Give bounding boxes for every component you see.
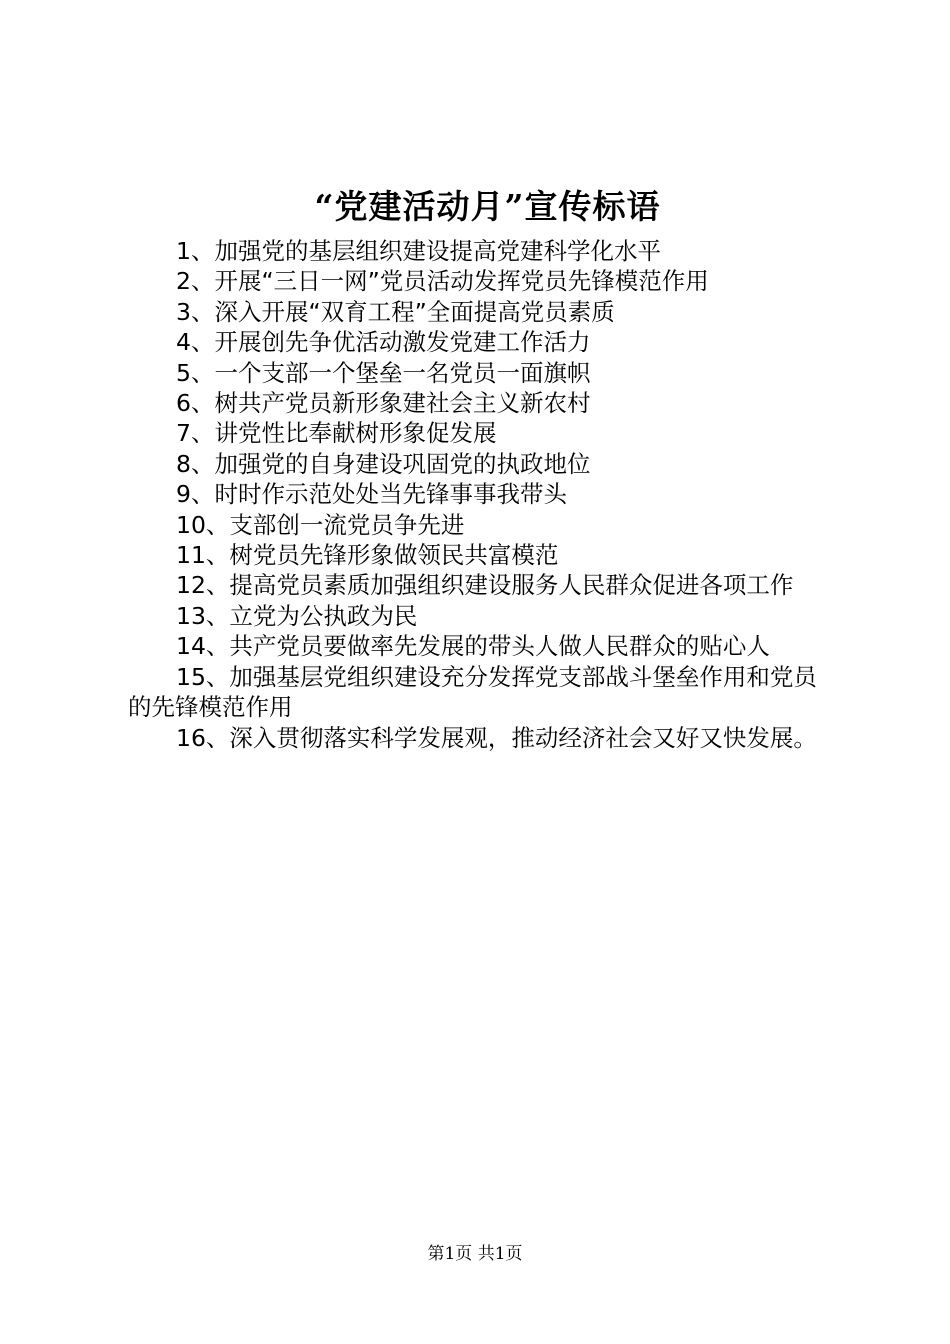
slogan-item-8: 8、加强党的自身建设巩固党的执政地位 (176, 449, 591, 478)
slogan-item-7: 7、讲党性比奉献树形象促发展 (176, 419, 497, 448)
slogan-item-3: 3、深入开展“双育工程”全面提高党员素质 (176, 297, 615, 326)
slogan-item-15: 15、加强基层党组织建设充分发挥党支部战斗堡垒作用和党员的先锋模范作用 (128, 662, 817, 722)
slogan-item-2: 2、开展“三日一网”党员活动发挥党员先锋模范作用 (176, 267, 709, 296)
slogan-item-4: 4、开展创先争优活动激发党建工作活力 (176, 328, 591, 357)
slogan-item-6: 6、树共产党员新形象建社会主义新农村 (176, 389, 591, 418)
slogan-item-14: 14、共产党员要做率先发展的带头人做人民群众的贴心人 (176, 632, 770, 661)
slogan-item-9: 9、时时作示范处处当先锋事事我带头 (176, 480, 567, 509)
slogan-item-10: 10、支部创一流党员争先进 (176, 510, 465, 539)
slogan-item-11: 11、树党员先锋形象做领民共富模范 (176, 541, 559, 570)
slogan-item-1: 1、加强党的基层组织建设提高党建科学化水平 (176, 237, 661, 265)
document-title: “党建活动月”宣传标语 (314, 187, 661, 226)
page-footer: 第1页 共1页 (427, 1244, 523, 1264)
slogan-item-12: 12、提高党员素质加强组织建设服务人民群众促进各项工作 (176, 571, 794, 600)
slogan-list (128, 236, 840, 753)
slogan-item-5: 5、一个支部一个堡垒一名党员一面旗帜 (176, 358, 591, 387)
slogan-item-13: 13、立党为公执政为民 (176, 601, 418, 630)
slogan-item-16: 16、深入贯彻落实科学发展观，推动经济社会又好又快发展。 (176, 723, 817, 752)
